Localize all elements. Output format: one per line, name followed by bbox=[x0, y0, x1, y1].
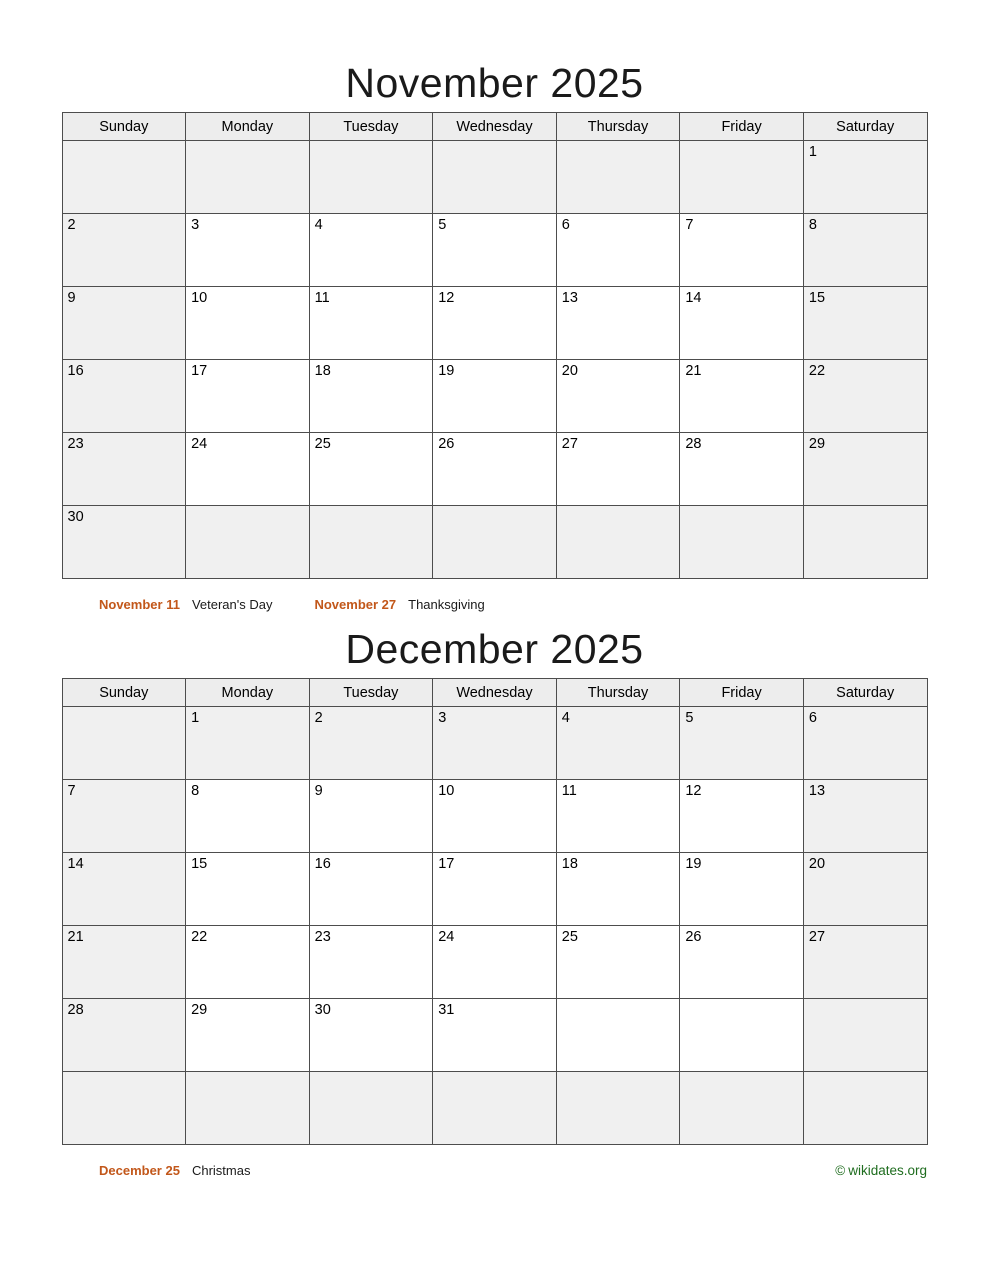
calendar-empty-cell[interactable] bbox=[62, 1072, 186, 1145]
calendar-day-cell[interactable] bbox=[803, 707, 927, 780]
calendar-empty-cell[interactable] bbox=[803, 506, 927, 579]
calendar-empty-cell[interactable] bbox=[680, 141, 804, 214]
day-number: 27 bbox=[561, 436, 578, 452]
calendar-day-cell[interactable] bbox=[186, 780, 310, 853]
calendar-empty-cell[interactable] bbox=[433, 141, 557, 214]
calendar-day-cell[interactable] bbox=[680, 360, 804, 433]
holiday-date: November 27 bbox=[314, 597, 397, 612]
calendar-day-cell[interactable] bbox=[433, 287, 557, 360]
day-number: 1 bbox=[191, 710, 200, 726]
day-number: 24 bbox=[191, 436, 208, 452]
day-number: 12 bbox=[438, 290, 455, 306]
day-number: 24 bbox=[438, 929, 455, 945]
calendar-day-cell[interactable] bbox=[556, 360, 680, 433]
calendar-day-cell[interactable] bbox=[62, 780, 186, 853]
calendar-week-row bbox=[62, 853, 927, 926]
calendar-day-cell[interactable] bbox=[556, 926, 680, 999]
day-number: 15 bbox=[808, 290, 826, 306]
calendar-week-row bbox=[62, 214, 927, 287]
month-block-december bbox=[0, 612, 989, 1178]
calendar-day-cell[interactable] bbox=[433, 999, 557, 1072]
day-number: 27 bbox=[808, 929, 826, 945]
calendar-day-cell[interactable] bbox=[62, 926, 186, 999]
weekday-header-tuesday: Tuesday bbox=[309, 113, 433, 141]
weekday-header-wednesday: Wednesday bbox=[433, 679, 557, 707]
calendar-empty-cell[interactable] bbox=[556, 141, 680, 214]
calendar-week-row bbox=[62, 780, 927, 853]
calendar-day-cell[interactable] bbox=[803, 214, 927, 287]
day-number: 4 bbox=[314, 217, 323, 233]
calendar-empty-cell[interactable] bbox=[186, 1072, 310, 1145]
day-number: 14 bbox=[67, 856, 84, 872]
calendar-empty-cell[interactable] bbox=[803, 1072, 927, 1145]
calendar-empty-cell[interactable] bbox=[680, 506, 804, 579]
copyright-icon: © bbox=[835, 1163, 846, 1178]
calendar-day-cell[interactable] bbox=[803, 926, 927, 999]
calendar-day-cell[interactable] bbox=[62, 433, 186, 506]
calendar-day-cell[interactable] bbox=[309, 926, 433, 999]
holiday-date: December 25 bbox=[99, 1163, 180, 1178]
calendar-day-cell[interactable] bbox=[186, 926, 310, 999]
day-number: 10 bbox=[438, 783, 455, 799]
calendar-day-cell[interactable] bbox=[433, 214, 557, 287]
day-number: 17 bbox=[438, 856, 455, 872]
day-number: 7 bbox=[67, 783, 76, 799]
calendar-empty-cell[interactable] bbox=[186, 141, 310, 214]
holiday-name: Veteran's Day bbox=[191, 597, 273, 612]
day-number: 23 bbox=[67, 436, 84, 452]
calendar-empty-cell[interactable] bbox=[309, 1072, 433, 1145]
calendar-day-cell[interactable] bbox=[803, 287, 927, 360]
weekday-header-sunday: Sunday bbox=[62, 679, 186, 707]
day-number: 25 bbox=[314, 436, 331, 452]
day-number: 7 bbox=[685, 217, 694, 233]
day-number: 17 bbox=[191, 363, 208, 379]
holiday-date: November 11 bbox=[99, 597, 180, 612]
calendar-day-cell[interactable] bbox=[680, 707, 804, 780]
day-number: 2 bbox=[314, 710, 323, 726]
weekday-header-friday: Friday bbox=[680, 679, 804, 707]
holiday-item bbox=[314, 597, 484, 612]
calendar-day-cell[interactable] bbox=[62, 287, 186, 360]
day-number: 30 bbox=[67, 509, 84, 525]
weekday-header-wednesday: Wednesday bbox=[433, 113, 557, 141]
day-number: 29 bbox=[191, 1002, 208, 1018]
calendar-day-cell[interactable] bbox=[309, 707, 433, 780]
calendar-day-cell[interactable] bbox=[309, 360, 433, 433]
calendar-day-cell[interactable] bbox=[62, 853, 186, 926]
calendar-day-cell[interactable] bbox=[433, 433, 557, 506]
calendar-day-cell[interactable] bbox=[556, 780, 680, 853]
calendar-day-cell[interactable] bbox=[803, 780, 927, 853]
calendar-day-cell[interactable] bbox=[309, 999, 433, 1072]
day-number: 6 bbox=[561, 217, 570, 233]
day-number: 11 bbox=[314, 290, 330, 306]
calendar-day-cell[interactable] bbox=[62, 360, 186, 433]
weekday-header-saturday: Saturday bbox=[803, 113, 927, 141]
calendar-day-cell[interactable] bbox=[803, 433, 927, 506]
day-number: 3 bbox=[191, 217, 200, 233]
calendar-day-cell[interactable] bbox=[556, 433, 680, 506]
day-number: 20 bbox=[561, 363, 578, 379]
calendar-week-row bbox=[62, 360, 927, 433]
holiday-item bbox=[99, 597, 272, 612]
calendar-day-cell[interactable] bbox=[803, 360, 927, 433]
weekday-header-row bbox=[62, 113, 927, 141]
day-number: 28 bbox=[67, 1002, 84, 1018]
calendar-table-november bbox=[62, 112, 928, 579]
weekday-header-sunday: Sunday bbox=[62, 113, 186, 141]
calendar-day-cell[interactable] bbox=[309, 433, 433, 506]
calendar-empty-cell[interactable] bbox=[556, 999, 680, 1072]
calendar-day-cell[interactable] bbox=[309, 287, 433, 360]
day-number: 16 bbox=[67, 363, 84, 379]
calendar-day-cell[interactable] bbox=[680, 926, 804, 999]
day-number: 5 bbox=[438, 217, 447, 233]
day-number: 18 bbox=[314, 363, 331, 379]
weekday-header-monday: Monday bbox=[186, 113, 310, 141]
page-title-november: November 2025 bbox=[345, 60, 644, 106]
day-number: 29 bbox=[808, 436, 826, 452]
calendar-day-cell[interactable] bbox=[186, 999, 310, 1072]
day-number: 21 bbox=[685, 363, 702, 379]
day-number: 19 bbox=[685, 856, 702, 872]
calendar-week-row bbox=[62, 999, 927, 1072]
calendar-day-cell[interactable] bbox=[309, 214, 433, 287]
calendar-day-cell[interactable] bbox=[680, 780, 804, 853]
calendar-empty-cell[interactable] bbox=[433, 506, 557, 579]
calendar-day-cell[interactable] bbox=[186, 853, 310, 926]
calendar-day-cell[interactable] bbox=[186, 707, 310, 780]
day-number: 6 bbox=[808, 710, 817, 726]
calendar-week-row bbox=[62, 287, 927, 360]
day-number: 14 bbox=[685, 290, 702, 306]
day-number: 26 bbox=[685, 929, 702, 945]
weekday-header-thursday: Thursday bbox=[556, 113, 680, 141]
day-number: 26 bbox=[438, 436, 455, 452]
calendar-day-cell[interactable] bbox=[680, 214, 804, 287]
calendar-day-cell[interactable] bbox=[556, 214, 680, 287]
day-number: 9 bbox=[314, 783, 323, 799]
calendar-empty-cell[interactable] bbox=[680, 999, 804, 1072]
day-number: 8 bbox=[808, 217, 817, 233]
weekday-header-saturday: Saturday bbox=[803, 679, 927, 707]
calendar-day-cell[interactable] bbox=[433, 780, 557, 853]
day-number: 12 bbox=[685, 783, 702, 799]
calendar-empty-cell[interactable] bbox=[803, 999, 927, 1072]
calendar-day-cell[interactable] bbox=[62, 214, 186, 287]
holiday-name: Thanksgiving bbox=[408, 597, 485, 612]
day-number: 1 bbox=[808, 144, 817, 160]
calendar-empty-cell[interactable] bbox=[62, 141, 186, 214]
day-number: 8 bbox=[191, 783, 200, 799]
calendar-empty-cell[interactable] bbox=[556, 1072, 680, 1145]
calendar-week-row bbox=[62, 1072, 927, 1145]
weekday-header-row bbox=[62, 679, 927, 707]
day-number: 3 bbox=[438, 710, 447, 726]
calendar-day-cell[interactable] bbox=[803, 853, 927, 926]
day-number: 18 bbox=[561, 856, 578, 872]
day-number: 28 bbox=[685, 436, 702, 452]
calendar-week-row bbox=[62, 506, 927, 579]
day-number: 11 bbox=[561, 783, 577, 799]
day-number: 30 bbox=[314, 1002, 331, 1018]
calendar-day-cell[interactable] bbox=[556, 707, 680, 780]
calendar-day-cell[interactable] bbox=[433, 926, 557, 999]
day-number: 15 bbox=[191, 856, 208, 872]
page-title-december: December 2025 bbox=[345, 626, 644, 672]
day-number: 23 bbox=[314, 929, 331, 945]
calendar-day-cell[interactable] bbox=[556, 853, 680, 926]
day-number: 22 bbox=[808, 363, 826, 379]
weekday-header-monday: Monday bbox=[186, 679, 310, 707]
day-number: 13 bbox=[808, 783, 826, 799]
calendar-day-cell[interactable] bbox=[680, 433, 804, 506]
calendar-day-cell[interactable] bbox=[62, 506, 186, 579]
weekday-header-friday: Friday bbox=[680, 113, 804, 141]
calendar-day-cell[interactable] bbox=[62, 999, 186, 1072]
weekday-header-thursday: Thursday bbox=[556, 679, 680, 707]
day-number: 2 bbox=[67, 217, 76, 233]
day-number: 19 bbox=[438, 363, 455, 379]
calendar-empty-cell[interactable] bbox=[309, 141, 433, 214]
day-number: 25 bbox=[561, 929, 578, 945]
holiday-item bbox=[99, 1163, 250, 1178]
calendar-week-row bbox=[62, 433, 927, 506]
holiday-list-november bbox=[0, 597, 989, 612]
calendar-day-cell[interactable] bbox=[309, 780, 433, 853]
site-credit-label: wikidates.org bbox=[848, 1163, 927, 1178]
holiday-name: Christmas bbox=[191, 1163, 251, 1178]
calendar-day-cell[interactable] bbox=[433, 853, 557, 926]
calendar-day-cell[interactable] bbox=[433, 360, 557, 433]
calendar-empty-cell[interactable] bbox=[309, 506, 433, 579]
calendar-empty-cell[interactable] bbox=[433, 1072, 557, 1145]
calendar-week-row bbox=[62, 926, 927, 999]
calendar-day-cell[interactable] bbox=[186, 287, 310, 360]
calendar-day-cell[interactable] bbox=[309, 853, 433, 926]
calendar-day-cell[interactable] bbox=[803, 141, 927, 214]
day-number: 5 bbox=[685, 710, 694, 726]
day-number: 10 bbox=[191, 290, 208, 306]
calendar-week-row bbox=[62, 707, 927, 780]
day-number: 9 bbox=[67, 290, 76, 306]
day-number: 21 bbox=[67, 929, 84, 945]
calendar-empty-cell[interactable] bbox=[556, 506, 680, 579]
calendar-empty-cell[interactable] bbox=[62, 707, 186, 780]
calendar-day-cell[interactable] bbox=[680, 853, 804, 926]
holiday-list-december bbox=[0, 1163, 989, 1178]
calendar-empty-cell[interactable] bbox=[186, 506, 310, 579]
calendar-week-row bbox=[62, 141, 927, 214]
month-block-november bbox=[0, 0, 989, 612]
site-credit[interactable] bbox=[835, 1163, 927, 1178]
calendar-day-cell[interactable] bbox=[186, 360, 310, 433]
day-number: 16 bbox=[314, 856, 331, 872]
day-number: 22 bbox=[191, 929, 208, 945]
day-number: 20 bbox=[808, 856, 826, 872]
calendar-day-cell[interactable] bbox=[433, 707, 557, 780]
day-number: 4 bbox=[561, 710, 570, 726]
weekday-header-tuesday: Tuesday bbox=[309, 679, 433, 707]
calendar-day-cell[interactable] bbox=[186, 214, 310, 287]
calendar-day-cell[interactable] bbox=[556, 287, 680, 360]
day-number: 31 bbox=[438, 1002, 455, 1018]
calendar-day-cell[interactable] bbox=[680, 287, 804, 360]
calendar-table-december bbox=[62, 678, 928, 1145]
calendar-day-cell[interactable] bbox=[186, 433, 310, 506]
calendar-empty-cell[interactable] bbox=[680, 1072, 804, 1145]
day-number: 13 bbox=[561, 290, 578, 306]
